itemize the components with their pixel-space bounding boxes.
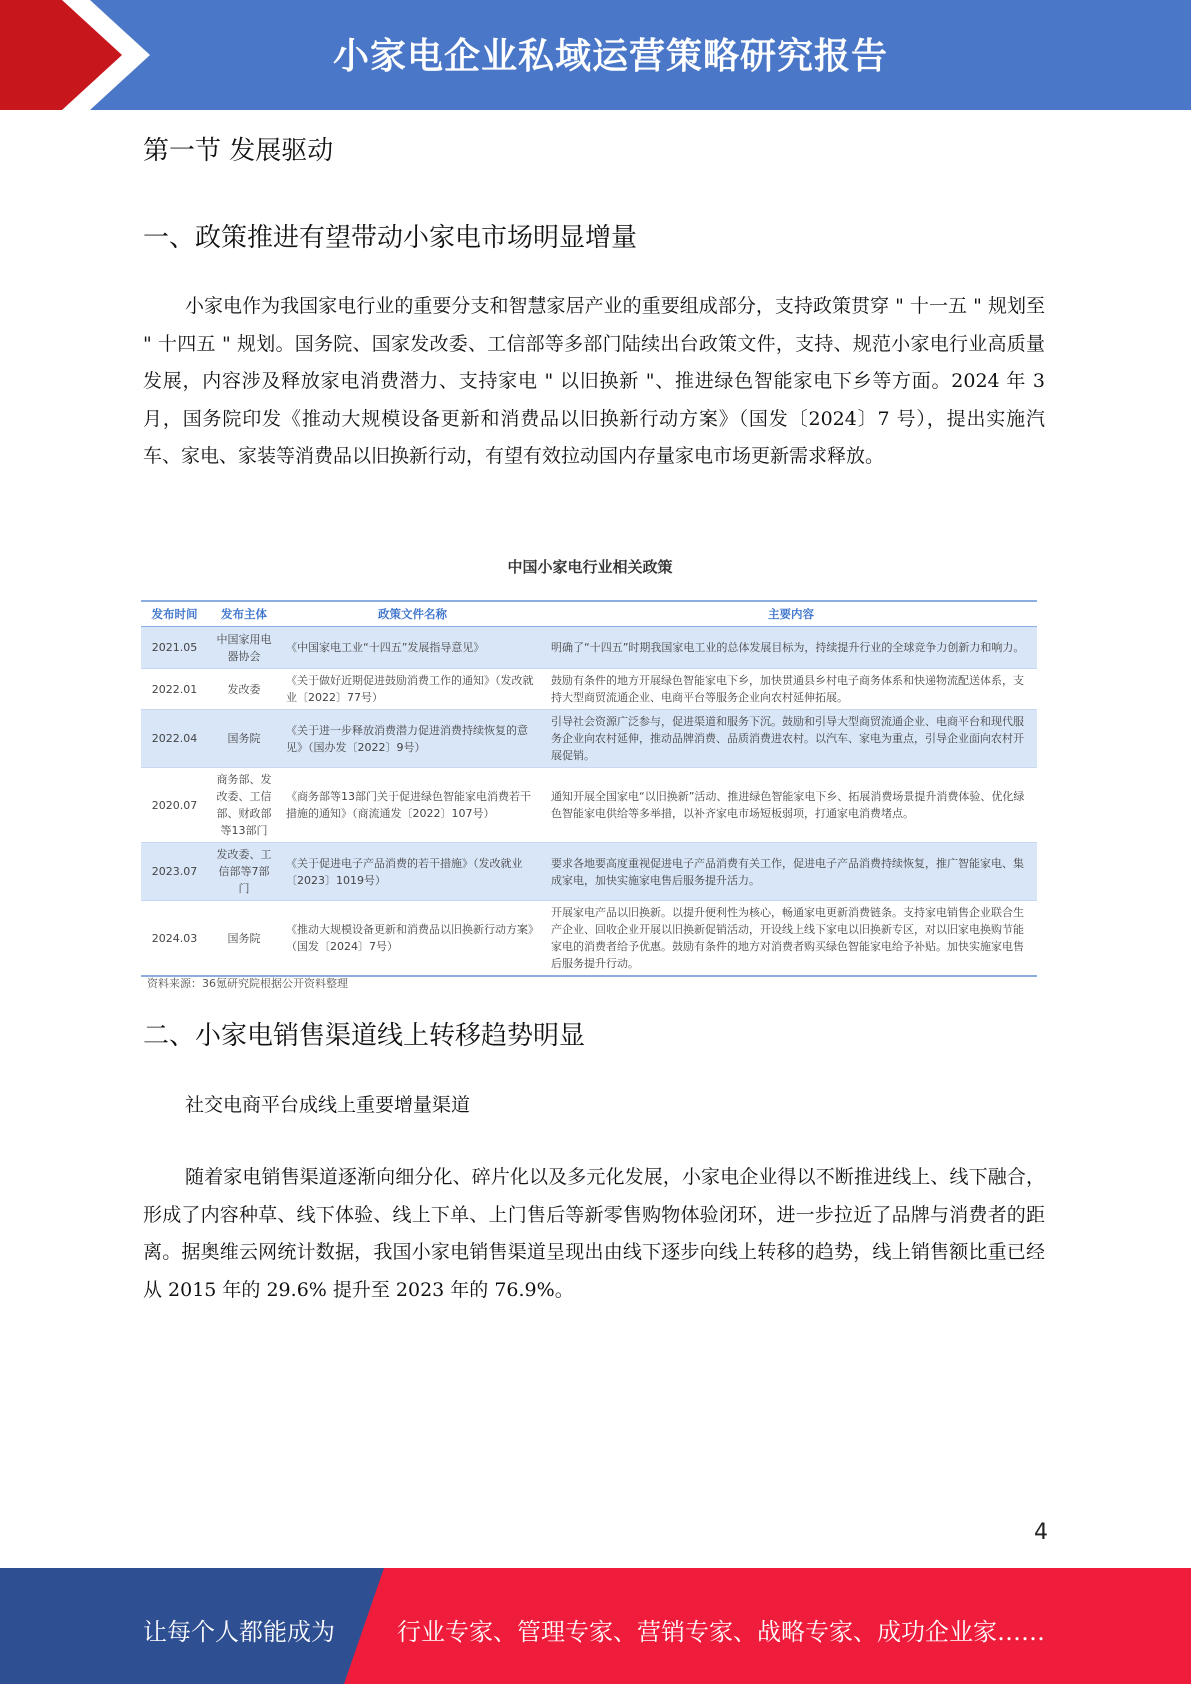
cell-document: 《商务部等13部门关于促进绿色智能家电消费若干措施的通知》（商流通发〔2022〕107号）: [280, 768, 545, 843]
cell-issuer: 发改委: [208, 669, 280, 710]
cell-document: 《关于促进电子产品消费的若干措施》（发改就业〔2023〕1019号）: [280, 843, 545, 901]
cell-date: 2022.01: [141, 669, 208, 710]
heading-policy: 一、政策推进有望带动小家电市场明显增量: [143, 223, 638, 253]
cell-content: 引导社会资源广泛参与，促进渠道和服务下沉。鼓励和引导大型商贸流通企业、电商平台和现代服务企业向农村延伸，推动品牌消费、品质消费进农村。以汽车、家电为重点，引导企业面向农村开展促销。: [545, 710, 1037, 768]
paragraph-policy: 小家电作为我国家电行业的重要分支和智慧家居产业的重要组成部分，支持政策贯穿 " 十一五 " 规划至 " 十四五 " 规划。国务院、国家发改委、工信部等多部门陆续出台政策文件，支持、规范小家电行业高质量发展，内容涉及释放家电消费潜力、支持家电 " 以旧换新 "、推进绿色智能家电下乡等方面。2024 年 3 月，国务院印发《推动大规模设备更新和消费品以旧换新行动方案》（国发〔2024〕7 号），提出实施汽车、家电、家装等消费品以旧换新行动，有望有效拉动国内存量家电市场更新需求释放。: [143, 295, 1045, 467]
footer-slogan-right: 行业专家、管理专家、营销专家、战略专家、成功企业家……: [397, 1618, 1045, 1646]
table-row: [141, 627, 1037, 669]
cell-date: 2023.07: [141, 843, 208, 901]
table-row: [141, 901, 1037, 977]
heading-channel: 二、小家电销售渠道线上转移趋势明显: [143, 1021, 586, 1051]
cell-content: 通知开展全国家电“以旧换新”活动、推进绿色智能家电下乡、拓展消费场景提升消费体验、优化绿色智能家电供给等多举措，以补齐家电市场短板弱项，打通家电消费堵点。: [545, 768, 1037, 843]
cell-date: 2021.05: [141, 627, 208, 669]
table-row: [141, 768, 1037, 843]
table-header-row: [141, 601, 1037, 627]
table-row: [141, 710, 1037, 768]
table-row: [141, 843, 1037, 901]
cell-document: 《中国家电工业“十四五”发展指导意见》: [280, 627, 545, 669]
subheading-social-ecommerce: 社交电商平台成线上重要增量渠道: [185, 1094, 471, 1116]
cell-document: 《关于做好近期促进鼓励消费工作的通知》（发改就业〔2022〕77号）: [280, 669, 545, 710]
cell-issuer: 发改委、工信部等7部门: [208, 843, 280, 901]
cell-content: 要求各地要高度重视促进电子产品消费有关工作，促进电子产品消费持续恢复，推广智能家电、集成家电，加快实施家电售后服务提升活力。: [545, 843, 1037, 901]
cell-issuer: 商务部、发改委、工信部、财政部等13部门: [208, 768, 280, 843]
cell-document: 《关于进一步释放消费潜力促进消费持续恢复的意见》（国办发〔2022〕9号）: [280, 710, 545, 768]
page-number: 4: [1034, 1520, 1048, 1545]
cell-date: 2020.07: [141, 768, 208, 843]
cell-document: 《推动大规模设备更新和消费品以旧换新行动方案》（国发〔2024〕7号）: [280, 901, 545, 977]
header-date: 发布时间: [141, 601, 208, 627]
cell-content: 开展家电产品以旧换新。以提升便利性为核心，畅通家电更新消费链条。支持家电销售企业联合生产企业、回收企业开展以旧换新促销活动，开设线上线下家电以旧换新专区，对以旧家电换购节能家电的消费者给予优惠。鼓励有条件的地方对消费者购买绿色智能家电给予补贴。加快实施家电售后服务提升行动。: [545, 901, 1037, 977]
page-footer: [0, 1568, 1191, 1684]
table-source-note: 资料来源：36氪研究院根据公开资料整理: [147, 977, 348, 990]
cell-content: 明确了“十四五”时期我国家电工业的总体发展目标为，持续提升行业的全球竞争力创新力和响力。: [545, 627, 1037, 669]
cell-date: 2022.04: [141, 710, 208, 768]
section-title: 第一节 发展驱动: [143, 136, 334, 166]
cell-content: 鼓励有条件的地方开展绿色智能家电下乡，加快贯通县乡村电子商务体系和快递物流配送体系，支持大型商贸流通企业、电商平台等服务企业向农村延伸拓展。: [545, 669, 1037, 710]
footer-slogan-left: 让每个人都能成为: [143, 1618, 335, 1646]
policy-table: [141, 600, 1037, 977]
cell-date: 2024.03: [141, 901, 208, 977]
header-document: 政策文件名称: [280, 601, 545, 627]
header-issuer: 发布主体: [208, 601, 280, 627]
page-header: [0, 0, 1191, 110]
header-content: 主要内容: [545, 601, 1037, 627]
cell-issuer: 国务院: [208, 901, 280, 977]
paragraph-channel: 随着家电销售渠道逐渐向细分化、碎片化以及多元化发展，小家电企业得以不断推进线上、线下融合，形成了内容种草、线下体验、线上下单、上门售后等新零售购物体验闭环，进一步拉近了品牌与消费者的距离。据奥维云网统计数据，我国小家电销售渠道呈现出由线下逐步向线上转移的趋势，线上销售额比重已经从 2015 年的 29.6% 提升至 2023 年的 76.9%。: [143, 1166, 1045, 1301]
cell-issuer: 国务院: [208, 710, 280, 768]
table-row: [141, 669, 1037, 710]
report-title: 小家电企业私域运营策略研究报告: [332, 36, 888, 77]
cell-issuer: 中国家用电器协会: [208, 627, 280, 669]
table-caption: 中国小家电行业相关政策: [507, 558, 673, 576]
